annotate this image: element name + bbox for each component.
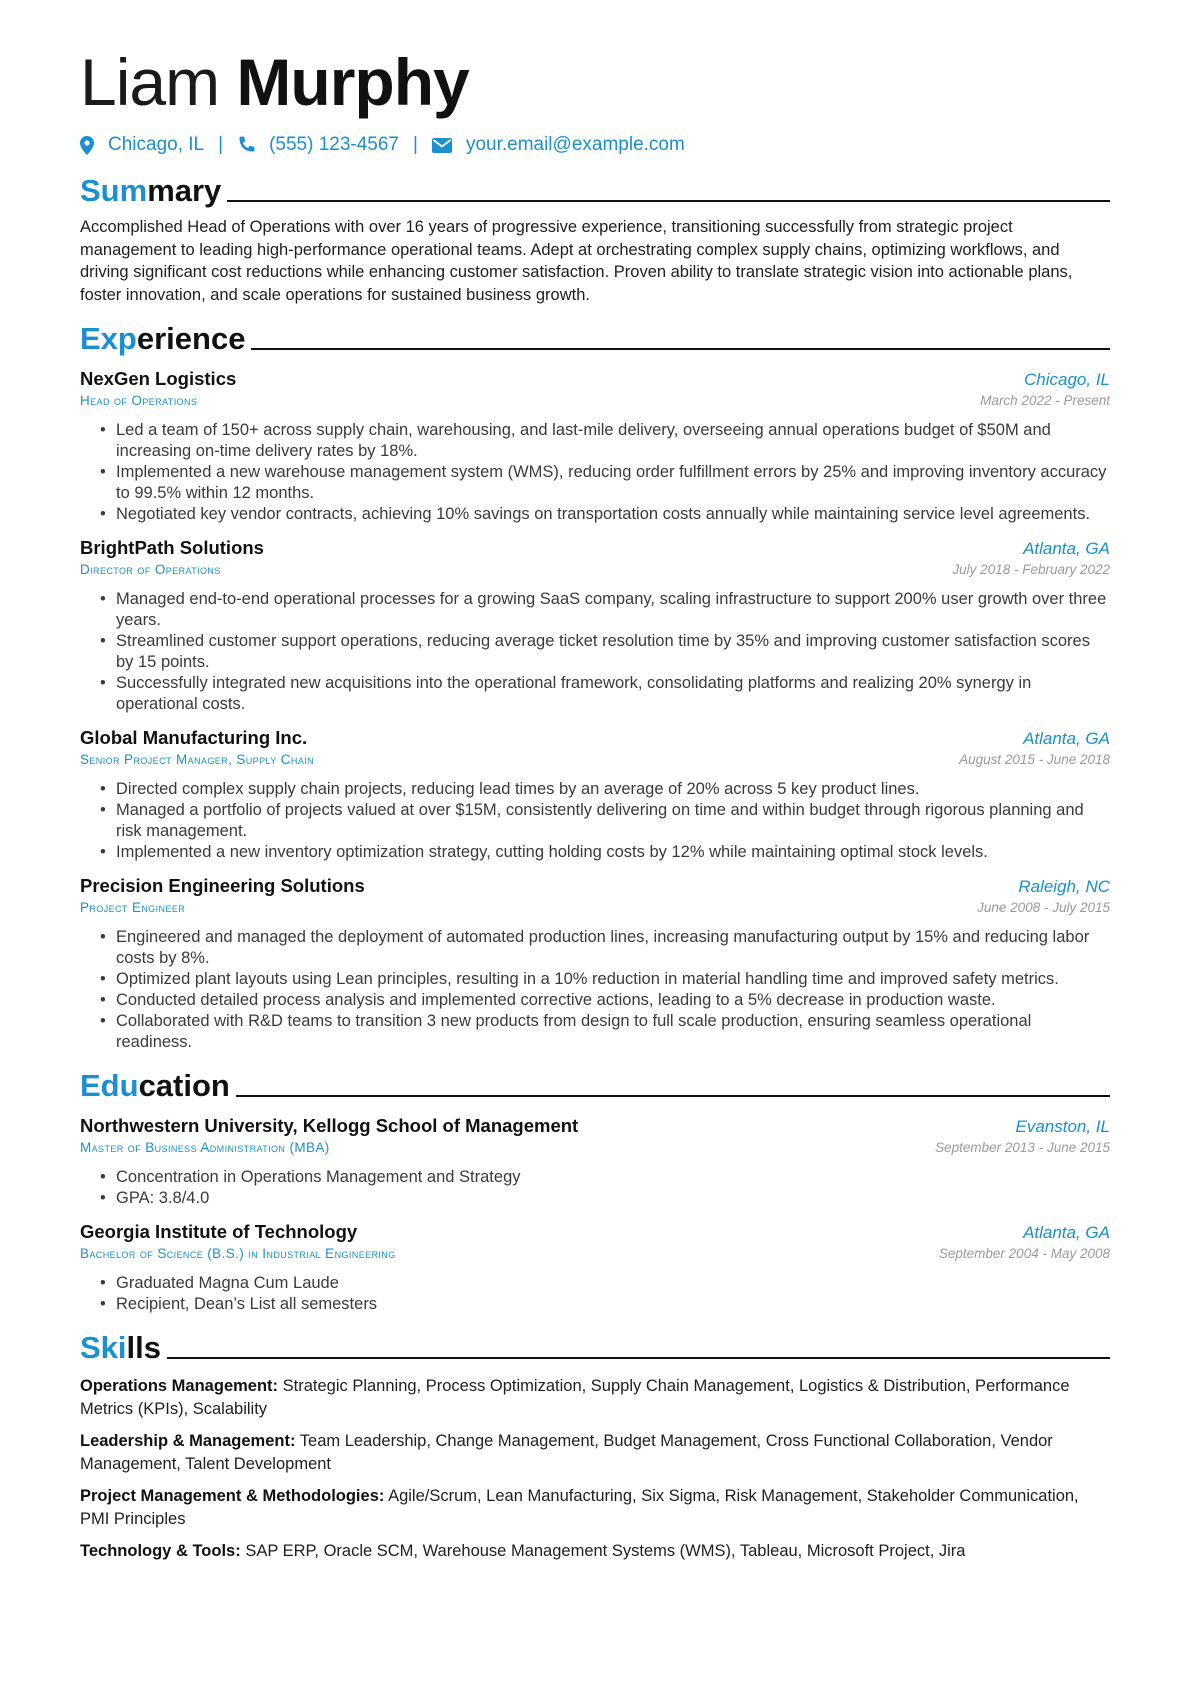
skill-line (80, 1485, 1110, 1530)
bullet-list (80, 589, 1110, 715)
experience-entry (80, 875, 1110, 1053)
entry-header-row (80, 1221, 1110, 1243)
bullet-item: • Implemented a new warehouse management system (WMS), reducing order fulfillment errors by 25% and improving inventory accuracy to 99.5% within 12 months. (116, 462, 1110, 504)
first-name: Liam (80, 45, 220, 119)
title-accent: Exp (80, 321, 137, 356)
skill-items: Strategic Planning, Process Optimization, Supply Chain Management, Logistics & Distribution, Performance Metrics (KPIs), Scalability (80, 1377, 1070, 1418)
organization-name: BrightPath Solutions (80, 537, 264, 558)
organization-name: Precision Engineering Solutions (80, 875, 365, 896)
skill-items: Agile/Scrum, Lean Manufacturing, Six Sigma, Risk Management, Stakeholder Communication, PMI Principles (80, 1487, 1079, 1528)
contact-bar (80, 130, 1110, 160)
contact-phone[interactable] (237, 134, 399, 156)
section-title (80, 1331, 161, 1365)
skill-category: Leadership & Management: (80, 1432, 296, 1450)
entry-role: Bachelor of Science (B.S.) in Industrial Engineering (80, 1246, 396, 1261)
contact-location (80, 134, 204, 156)
phone-text: (555) 123-4567 (269, 134, 399, 155)
title-accent: Edu (80, 1068, 139, 1103)
entry-subheader-row (80, 749, 1110, 767)
organization-name: NexGen Logistics (80, 368, 237, 389)
skill-line (80, 1540, 1110, 1563)
entry-subheader-row (80, 390, 1110, 408)
entry-header-row (80, 727, 1110, 749)
bullet-item: • Collaborated with R&D teams to transition 3 new products from design to full scale production, ensuring seamless operational readiness. (116, 1011, 1110, 1053)
bullet-item: • Managed end-to-end operational processes for a growing SaaS company, scaling infrastructure to support 200% user growth over three years. (116, 589, 1110, 631)
summary-heading (80, 168, 1110, 208)
bullet-list (80, 927, 1110, 1053)
bullet-item: • Graduated Magna Cum Laude (116, 1273, 1110, 1294)
entry-location: Raleigh, NC (1018, 877, 1110, 896)
last-name: Murphy (236, 45, 469, 119)
contact-email[interactable] (432, 134, 685, 156)
bullet-item: • Conducted detailed process analysis and implemented corrective actions, leading to a 5% decrease in production waste. (116, 990, 1110, 1011)
experience-entry (80, 537, 1110, 715)
candidate-name (80, 44, 1110, 120)
education-heading (80, 1063, 1110, 1103)
summary-text: Accomplished Head of Operations with over 16 years of progressive experience, transitioning successfully from strategic project management to leading high-performance operational teams. Adept at orchestrating complex supply chains, optimizing workflows, and driving significant cost reductions while enhancing customer satisfaction. Proven ability to translate strategic vision into actionable plans, foster innovation, and scale operations for sustained business growth. (80, 218, 1073, 304)
bullet-item: • Recipient, Dean’s List all semesters (116, 1294, 1110, 1315)
skill-category: Project Management & Methodologies: (80, 1487, 385, 1505)
entry-header-row (80, 875, 1110, 897)
bullet-list (80, 1273, 1110, 1315)
entry-dates: August 2015 - June 2018 (959, 752, 1110, 767)
entry-header-row (80, 368, 1110, 390)
entry-dates: June 2008 - July 2015 (977, 900, 1110, 915)
education-list (80, 1115, 1110, 1315)
entry-header-row (80, 1115, 1110, 1137)
skill-line (80, 1430, 1110, 1475)
map-marker-icon (80, 136, 94, 155)
experience-heading (80, 316, 1110, 356)
bullet-item: • Managed a portfolio of projects valued at over $15M, consistently delivering on time and within budget through rigorous planning and risk management. (116, 800, 1110, 842)
skills-list (80, 1375, 1110, 1563)
skill-category: Technology & Tools: (80, 1542, 241, 1560)
bullet-list (80, 779, 1110, 863)
bullet-item: • GPA: 3.8/4.0 (116, 1188, 1110, 1209)
entry-subheader-row (80, 1137, 1110, 1155)
bullet-item: • Optimized plant layouts using Lean principles, resulting in a 10% reduction in material handling time and improved safety metrics. (116, 969, 1110, 990)
entry-dates: March 2022 - Present (980, 393, 1110, 408)
phone-icon (237, 136, 255, 154)
entry-role: Master of Business Administration (MBA) (80, 1140, 330, 1155)
entry-dates: September 2013 - June 2015 (935, 1140, 1110, 1155)
title-rest: erience (136, 321, 246, 356)
bullet-list (80, 1167, 1110, 1209)
entry-location: Evanston, IL (1015, 1117, 1110, 1136)
section-title (80, 1069, 230, 1103)
bullet-list (80, 420, 1110, 525)
resume-content (80, 44, 1110, 1563)
bullet-item: • Concentration in Operations Management and Strategy (116, 1167, 1110, 1188)
education-entry (80, 1115, 1110, 1209)
bullet-item: • Streamlined customer support operations, reducing average ticket resolution time by 35% and improving customer satisfaction scores by 15 points. (116, 631, 1110, 673)
entry-role: Project Engineer (80, 900, 186, 915)
entry-dates: July 2018 - February 2022 (952, 562, 1110, 577)
organization-name: Global Manufacturing Inc. (80, 727, 308, 748)
bullet-item: • Engineered and managed the deployment of automated production lines, increasing manufacturing output by 15% and reducing labor costs by 8%. (116, 927, 1110, 969)
bullet-item: • Implemented a new inventory optimization strategy, cutting holding costs by 12% while maintaining optimal stock levels. (116, 842, 1110, 863)
experience-list (80, 368, 1110, 1053)
entry-location: Atlanta, GA (1023, 539, 1110, 558)
entry-location: Atlanta, GA (1023, 1223, 1110, 1242)
organization-name: Georgia Institute of Technology (80, 1221, 358, 1242)
skill-line (80, 1375, 1110, 1420)
entry-subheader-row (80, 559, 1110, 577)
bullet-item: • Successfully integrated new acquisitions into the operational framework, consolidating platforms and realizing 20% synergy in operational costs. (116, 673, 1110, 715)
entry-role: Senior Project Manager, Supply Chain (80, 752, 315, 767)
section-title (80, 174, 221, 208)
location-text: Chicago, IL (108, 134, 205, 155)
entry-dates: September 2004 - May 2008 (938, 1246, 1110, 1261)
experience-entry (80, 727, 1110, 863)
skill-category: Operations Management: (80, 1377, 279, 1395)
entry-role: Head of Operations (80, 393, 198, 408)
contact-separator: | (218, 134, 224, 155)
entry-location: Atlanta, GA (1023, 729, 1110, 748)
email-text: your.email@example.com (465, 134, 685, 155)
title-rest: mary (147, 173, 222, 208)
title-rest: lls (126, 1330, 161, 1365)
section-rule (236, 1095, 1110, 1097)
envelope-icon (432, 138, 452, 153)
skills-heading (80, 1325, 1110, 1365)
title-accent: Sum (80, 173, 148, 208)
section-title (80, 322, 245, 356)
experience-entry (80, 368, 1110, 525)
skill-items: Team Leadership, Change Management, Budget Management, Cross Functional Collaboration, Vendor Management, Talent Development (80, 1432, 1053, 1473)
entry-subheader-row (80, 1243, 1110, 1261)
entry-subheader-row (80, 897, 1110, 915)
title-rest: cation (138, 1068, 230, 1103)
contact-separator: | (413, 134, 418, 155)
section-rule (227, 200, 1110, 202)
entry-header-row (80, 537, 1110, 559)
bullet-item: • Negotiated key vendor contracts, achieving 10% savings on transportation costs annually while maintaining service level agreements. (116, 504, 1110, 525)
bullet-item: • Led a team of 150+ across supply chain, warehousing, and last-mile delivery, overseeing annual operations budget of $50M and increasing on-time delivery rates by 18%. (116, 420, 1110, 462)
entry-role: Director of Operations (80, 562, 221, 577)
section-rule (251, 348, 1110, 350)
skill-items: SAP ERP, Oracle SCM, Warehouse Management Systems (WMS), Tableau, Microsoft Project, Jira (245, 1542, 966, 1560)
title-accent: Ski (80, 1330, 127, 1365)
entry-location: Chicago, IL (1024, 370, 1110, 389)
bullet-item: • Directed complex supply chain projects, reducing lead times by an average of 20% across 5 key product lines. (116, 779, 1110, 800)
section-rule (167, 1357, 1110, 1359)
education-entry (80, 1221, 1110, 1315)
organization-name: Northwestern University, Kellogg School of Management (80, 1115, 579, 1136)
